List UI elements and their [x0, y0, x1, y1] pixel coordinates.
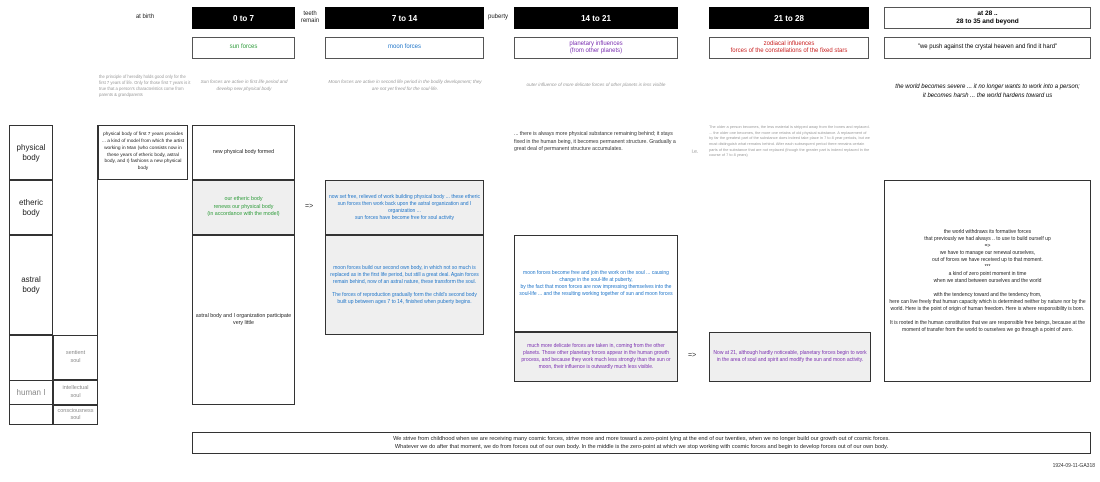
header-21-to-28: 21 to 28: [709, 7, 869, 29]
header-28-line2: 28 to 35 and beyond: [956, 18, 1019, 25]
row-etheric-body: etheric body: [9, 180, 53, 235]
arrow-to-age-21: =>: [688, 352, 697, 359]
world-severe-note: [884, 83, 1091, 103]
reference-id: 1924-09-11-GA318: [1052, 463, 1095, 469]
moon-build-text: moon forces build our second own body, in which not so much is replaced as in the first life period, but still a great deal. Again forces remain behind, now of an astral nature, these transform the soul.: [330, 264, 479, 285]
consciousness-soul-label: consciousness soul: [53, 405, 98, 425]
row-astral-body: astral body: [9, 235, 53, 335]
moon-build-cell: [325, 235, 484, 335]
model-body-cell: physical body of first 7 years provides ... a kind of model from which the artist working in Man (who consists now in these years of etheric body, astral body, and I) fashions a new physical body: [98, 125, 188, 180]
header-14-to-21: 14 to 21: [514, 7, 678, 29]
etheric-renews-cell: our etheric body renews our physical body (in accordance with the model): [192, 180, 295, 235]
at-birth-label: at birth: [135, 14, 155, 21]
sun-forces-box: sun forces: [192, 37, 295, 59]
delicate-forces-cell: much more delicate forces are taken in, coming from the other planets. Those other planetary forces appear in the human growth process, and because they work much less strongly than the sun or moon, their influence is outwardly much less visible.: [514, 332, 678, 382]
moon-forces-box: moon forces: [325, 37, 484, 59]
bottom-line1: We strive from childhood when we are receiving many cosmic forces, strive more and more toward a zero-point lying at the end of our twenties, when we no longer build our growth out of cosmic forces.: [393, 435, 890, 442]
header-28-line1: at 28 ..: [977, 9, 998, 17]
moon-note: Moon forces are active in second life period in the bodily development; they are not yet freed for the soul-life.: [328, 79, 482, 91]
planetary-influences-box: planetary influences (from other planets): [514, 37, 678, 59]
age-21-cell: Now at 21, although hardly noticeable, planetary forces begin to work in the area of soul and spirit and modify the sun and moon activity.: [709, 332, 871, 382]
etheric-free-cell: now set free, relieved of work building physical body ... these etheric sun forces then work back upon the astral organization and I organization ... sun forces have become free for soul activity: [325, 180, 484, 235]
reproduction-text: The forces of reproduction gradually form the child's second body built up between ages 7 to 14, finished when puberty begins.: [332, 291, 477, 305]
severe-line1: the world becomes severe ... it no longer wants to work into a person;: [895, 84, 1080, 90]
intellectual-soul-label: intellectual soul: [53, 380, 98, 405]
row-physical-body: physical body: [9, 125, 53, 180]
ie-label: i.e.: [691, 149, 699, 155]
header-28-beyond: [884, 7, 1091, 29]
sun-note: Sun forces are active in first life period and develop new physical body: [200, 79, 288, 91]
puberty-label: puberty: [487, 14, 508, 21]
zodiacal-influences-box: [709, 37, 869, 59]
teeth-remain-label: teeth remain: [300, 10, 320, 24]
astral-participate-cell: astral body and I organization participate very little: [192, 235, 295, 405]
zodiacal-line2: forces of the constellations of the fixed stars: [730, 48, 848, 54]
outer-influence-note: outer influence of more delicate forces of other planets is less visible: [526, 82, 666, 87]
zodiacal-line1: zodiacal influences: [763, 40, 815, 47]
row-divider: [53, 125, 98, 335]
heredity-note: the principle of heredity holds good only for the first 7 years of life. Only for those first 7 years is it true that a person's characteristics come from parents & grandparents: [99, 74, 191, 98]
new-physical-body-cell: new physical body formed: [192, 125, 295, 180]
header-0-to-7: 0 to 7: [192, 7, 295, 29]
sentient-soul-label: sentient soul: [53, 335, 98, 380]
crystal-heaven-box: "we push against the crystal heaven and find it hard": [884, 37, 1091, 59]
bottom-summary-box: [192, 432, 1091, 454]
physical-substance-note: ... there is always more physical substance remaining behind; it stays fixed in the human being, it becomes permanent structure. Gradually a great deal of permanent structure accumulates.: [514, 131, 676, 153]
severe-line2: it becomes harsh ... the world hardens toward us: [922, 93, 1053, 99]
arrow-to-etheric-free: =>: [305, 203, 314, 210]
row-human-i: human I: [9, 380, 53, 405]
world-withdraws-cell: the world withdraws its formative forces that previously we had always .. to use to build ourself up => we have to manage our renewal ourselves, out of forces we have received up to that moment. *** a kind of zero point moment in time when we stand between ourselves and the world with the tendency toward and the tendency from, here can live freely that human capacity which is determined neither by nature nor by the world. Here is the point of origin of human freedom. Here is where responsibility is born. It is rooted in the human constitution that we are responsible free beings, because at the moment of transfer from the world to ourselves we go through a point of zero.: [884, 180, 1091, 382]
older-person-note: The older a person becomes, the less material is stripped away from the bones and replaced. ... the older one becomes, the more one retains of old physical substance. A replacement of by far the greatest part of the substance does indeed take place in 7 to 8 year periods, but we must distinguish what remains behind. After each subsequent period there remains certain parts of the substance that are not replaced (though the greater part is indeed replaced in the course of 7 to 8 years): [709, 124, 870, 158]
header-7-to-14: 7 to 14: [325, 7, 484, 29]
moon-forces-free-cell: moon forces become free and join the work on the soul ... causing change in the soul-life at puberty, by the fact that moon forces are now impressing themselves into the soul-life ... and the resulting working together of sun and moon forces: [514, 235, 678, 332]
bottom-line2: Whatever we do after that moment, we do from forces out of our own body. In the middle is the zero-point at which we stop working with cosmic forces and begin to develop forces out of our own body.: [394, 444, 889, 450]
